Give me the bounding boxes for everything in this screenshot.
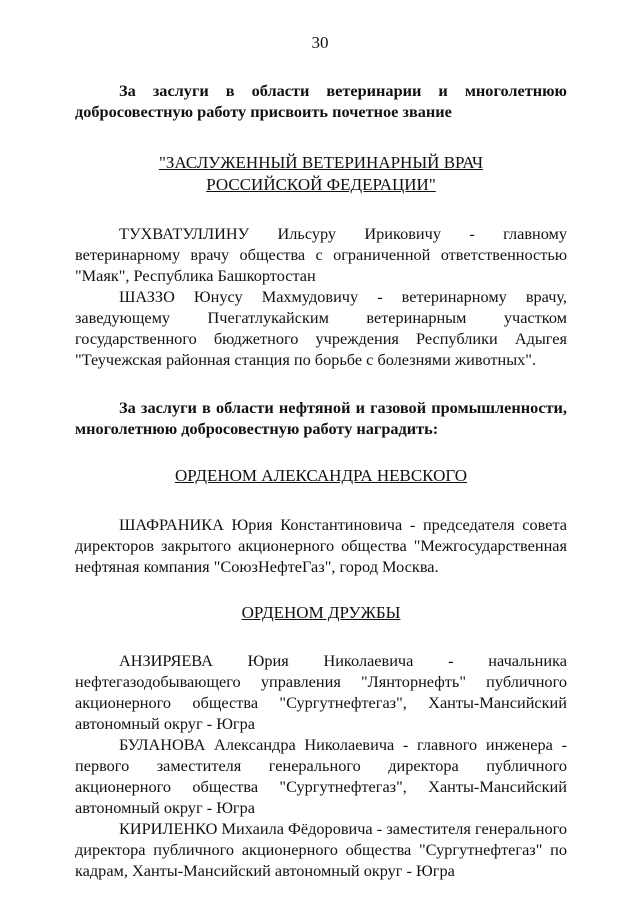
honorary-title-line-2: РОССИЙСКОЙ ФЕДЕРАЦИИ" bbox=[206, 175, 436, 194]
order-nevsky-heading: ОРДЕНОМ АЛЕКСАНДРА НЕВСКОГО bbox=[174, 466, 468, 485]
section-intro-oil-gas: За заслуги в области нефтяной и газовой промышленности, многолетнюю добросовестную работу наградить: bbox=[75, 398, 567, 438]
honorary-title-heading bbox=[75, 152, 567, 196]
award-entry: КИРИЛЕНКО Михаила Фёдоровича - заместителя генерального директора публичного акционерного общества "Сургутнефтегаз" по кадрам, Ханты-Мансийский автономный округ - Югра bbox=[75, 819, 567, 880]
page-number: 30 bbox=[311, 33, 329, 52]
order-friendship-heading: ОРДЕНОМ ДРУЖБЫ bbox=[241, 603, 401, 622]
award-entry: ШАЗЗО Юнусу Махмудовичу - ветеринарному врачу, заведующему Пчегатлукайским ветеринарным участком государственного бюджетного учреждения Республики Адыгея "Теучежская районная станция по борьбе с болезнями животных". bbox=[75, 287, 567, 369]
award-entry: ШАФРАНИКА Юрия Константиновича - председателя совета директоров закрытого акционерного общества "Межгосударственная нефтяная компания "СоюзНефтеГаз", город Москва. bbox=[75, 515, 567, 576]
award-entry: ТУХВАТУЛЛИНУ Ильсуру Ириковичу - главному ветеринарному врачу общества с ограниченной ответственностью "Маяк", Республика Башкортостан bbox=[75, 224, 567, 285]
award-entry: АНЗИРЯЕВА Юрия Николаевича - начальника нефтегазодобывающего управления "Лянторнефть" публичного акционерного общества "Сургутнефтегаз", Ханты-Мансийский автономный округ - Югра bbox=[75, 651, 567, 733]
award-entry: БУЛАНОВА Александра Николаевича - главного инженера - первого заместителя генерального директора публичного акционерного общества "Сургутнефтегаз", Ханты-Мансийский автономный округ - Югра bbox=[75, 735, 567, 817]
section-intro-veterinary: За заслуги в области ветеринарии и многолетнюю добросовестную работу присвоить почетное звание bbox=[75, 81, 567, 121]
document-body bbox=[75, 80, 567, 881]
honorary-title-line-1: "ЗАСЛУЖЕННЫЙ ВЕТЕРИНАРНЫЙ ВРАЧ bbox=[158, 153, 484, 172]
